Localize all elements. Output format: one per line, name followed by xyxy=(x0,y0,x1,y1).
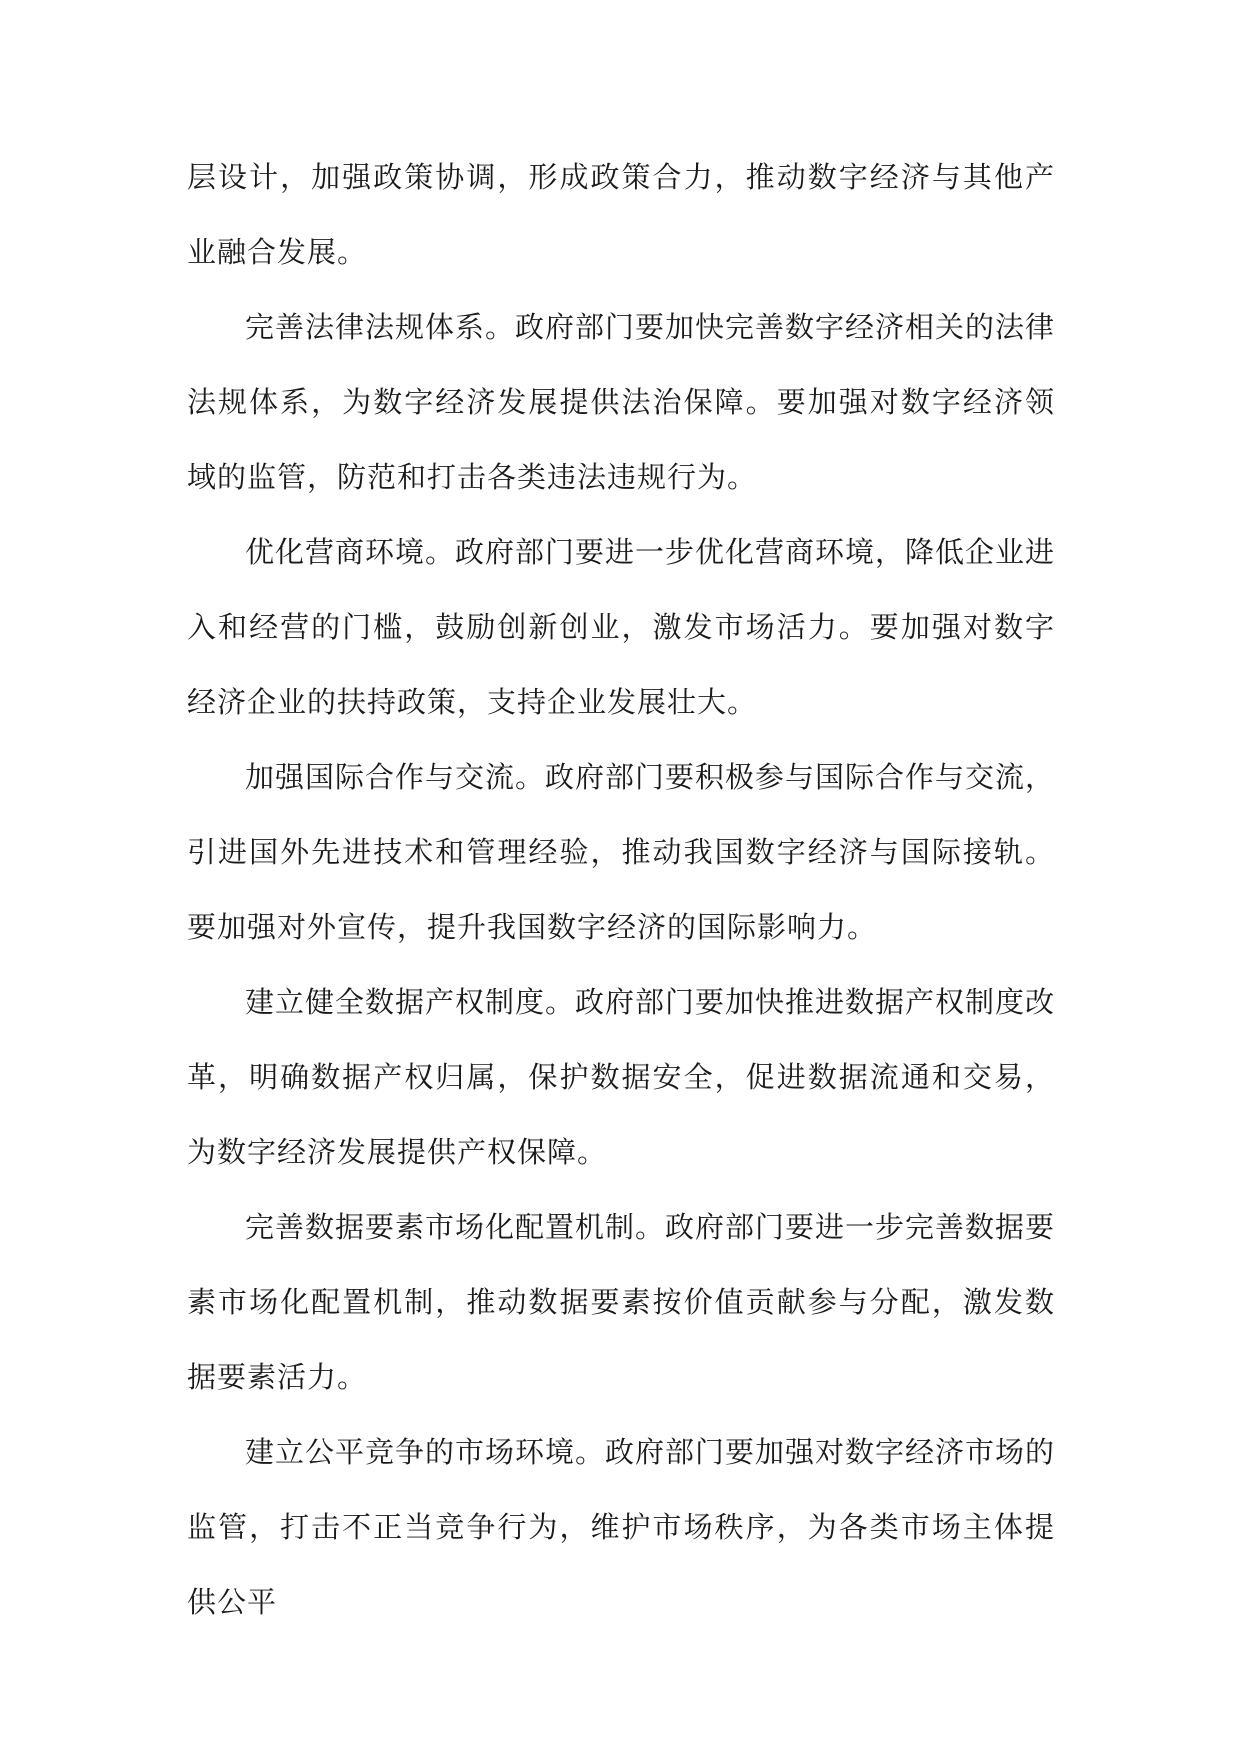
paragraph-7: 建立公平竞争的市场环境。政府部门要加强对数字经济市场的监管，打击不正当竞争行为，维护市场秩序，为各类市场主体提供公平 xyxy=(187,1435,1056,1619)
paragraph-5: 建立健全数据产权制度。政府部门要加快推进数据产权制度改革，明确数据产权归属，保护数据安全，促进数据流通和交易，为数字经济发展提供产权保障。 xyxy=(187,985,1056,1169)
paragraph-6: 完善数据要素市场化配置机制。政府部门要进一步完善数据要素市场化配置机制，推动数据要素按价值贡献参与分配，激发数据要素活力。 xyxy=(187,1210,1056,1394)
paragraph-2: 完善法律法规体系。政府部门要加快完善数字经济相关的法律法规体系，为数字经济发展提供法治保障。要加强对数字经济领域的监管，防范和打击各类违法违规行为。 xyxy=(187,310,1056,494)
paragraph-3: 优化营商环境。政府部门要进一步优化营商环境，降低企业进入和经营的门槛，鼓励创新创业，激发市场活力。要加强对数字经济企业的扶持政策，支持企业发展壮大。 xyxy=(187,535,1056,719)
document-body xyxy=(187,140,1055,1640)
paragraph-4: 加强国际合作与交流。政府部门要积极参与国际合作与交流，引进国外先进技术和管理经验，推动我国数字经济与国际接轨。要加强对外宣传，提升我国数字经济的国际影响力。 xyxy=(187,760,1056,944)
paragraph-1: 层设计，加强政策协调，形成政策合力，推动数字经济与其他产业融合发展。 xyxy=(187,160,1055,269)
